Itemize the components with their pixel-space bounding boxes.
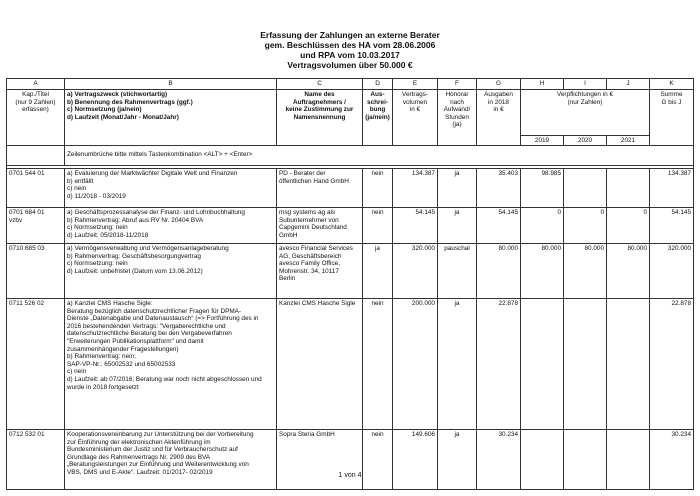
cell-honorar: pauschal [438, 244, 477, 299]
cell-desc: a) Vermögensverwaltung und Vermögensanlageberatung b) Rahmenvertrag: Geschäftsbesorgungvertrag c) Normsetzung: nein d) Laufzeit: unbefristet (Datum vom 13.06.2012) [65, 244, 277, 299]
header-ausschreibung: Aus- schrei- bung (ja/nein) [363, 90, 393, 146]
column-letter: J [607, 79, 650, 90]
header-year-2020: 2020 [564, 136, 607, 146]
column-letter: H [521, 79, 564, 90]
cell-summe: 54.145 [650, 208, 694, 244]
cell-2021 [607, 430, 650, 490]
header-ausgaben-2018: Ausgaben in 2018 in € [477, 90, 521, 146]
cell-kap: 0712 532 01 [7, 430, 65, 490]
cell-ausgaben: 30.234 [477, 430, 521, 490]
header-year-2019: 2019 [521, 136, 564, 146]
cell-honorar: ja [438, 169, 477, 208]
column-letter: K [650, 79, 694, 90]
cell-ausschreibung: nein [363, 208, 393, 244]
title-line-2: gem. Beschlüssen des HA vom 28.06.2006 [264, 40, 436, 50]
cell-2019: 98.985 [521, 169, 564, 208]
cell-kap: 0701 684 01 vzbv [7, 208, 65, 244]
cell-name: Kanzlei CMS Hasche Sigle [277, 299, 363, 430]
page-number: 1 von 4 [338, 472, 362, 479]
cell-ausschreibung: ja [363, 244, 393, 299]
note-row [7, 146, 694, 166]
cell-name: msg systems ag als Subunternehmer von Capgemini Deutschland GmbH [277, 208, 363, 244]
table-row [7, 208, 694, 244]
cell-summe: 134.387 [650, 169, 694, 208]
column-letter: I [564, 79, 607, 90]
cell-2021 [607, 169, 650, 208]
header-kap-titel: Kap./Titel (nur 9 Zahlen) erfassen) [7, 90, 65, 146]
cell-volumen: 149.606 [393, 430, 438, 490]
cell-summe: 22.878 [650, 299, 694, 430]
column-letter: F [438, 79, 477, 90]
cell-2020 [564, 169, 607, 208]
cell-2020 [564, 430, 607, 490]
cell-ausgaben: 54.145 [477, 208, 521, 244]
cell-name: PD - Berater der öffentlichen Hand GmbH [277, 169, 363, 208]
cell-ausgaben: 35.403 [477, 169, 521, 208]
cell-2019 [521, 299, 564, 430]
column-letter: A [7, 79, 65, 90]
column-letter: B [65, 79, 277, 90]
cell-volumen: 200.000 [393, 299, 438, 430]
cell-kap: 0701 544 01 [7, 169, 65, 208]
table-row [7, 169, 694, 208]
cell-2019: 0 [521, 208, 564, 244]
column-letters-row [7, 79, 694, 90]
cell-honorar: ja [438, 299, 477, 430]
table-row [7, 244, 694, 299]
cell-summe: 30.234 [650, 430, 694, 490]
header-verpflichtungen: Verpflichtungen in € (nur Zahlen) [521, 90, 650, 136]
header-vertragszweck: a) Vertragszweck (stichwortartig) b) Benennung des Rahmenvertrags (ggf.) c) Normsetzung (ja/nein) d) Laufzeit (Monat/Jahr - Monat/Jahr) [65, 90, 277, 146]
cell-2020 [564, 299, 607, 430]
cell-ausgaben: 22.878 [477, 299, 521, 430]
cell-ausschreibung: nein [363, 430, 393, 490]
cell-volumen: 54.145 [393, 208, 438, 244]
cell-kap: 0710 685 03 [7, 244, 65, 299]
cell-volumen: 134.387 [393, 169, 438, 208]
line-break-note: Zeilenumbrüche bitte mittels Tastenkombination <ALT> + <Enter> [65, 146, 694, 166]
cell-2020: 80.000 [564, 244, 607, 299]
table-row [7, 430, 694, 490]
title-line-3: und RPA vom 10.03.2017 [300, 50, 400, 60]
cell-kap: 0711 526 02 [7, 299, 65, 430]
cell-2021: 0 [607, 208, 650, 244]
cell-2021 [607, 299, 650, 430]
cell-2020: 0 [564, 208, 607, 244]
header-auftragnehmer: Name des Auftragnehmers / keine Zustimmung zur Namensnennung [277, 90, 363, 146]
document-title [160, 30, 540, 70]
header-year-2021: 2021 [607, 136, 650, 146]
cell-desc: a) Kanzlei CMS Hasche Sigle: Beratung bezüglich datenschutzrechtlicher Fragen für DPMA- Dienste „Datenabgabe und Datenaustausch“ (=> Fortführung des in 2016 bestehendenden Vertrags: "Vergaberechtliche und datenschutzrechtliche Beratung bei den Vergabeverfahren "Erweiterungen Publikationsplattform" und damit zusammenhängender Fragestellungen) b) Rahmenvertrag: nein; SAP-VP-Nr.: 65002532 und 65002533 c) nein d) Laufzeit: ab 07/2016; Beratung war noch nicht abgeschlossen und wurde in 2018 fortgesetzt [65, 299, 277, 430]
cell-ausschreibung: nein [363, 169, 393, 208]
column-letter: D [363, 79, 393, 90]
cell-desc: a) Evaluierung der Marktwächter Digitale Welt und Finanzen b) entfällt c) nein d) 11/2018 - 03/2019 [65, 169, 277, 208]
header-honorar: Honorar nach Aufwand/ Stunden (ja) [438, 90, 477, 146]
cell-name: avesco Financial Services AG, Geschäftsbereich avesco Family Office, Mohrenstr. 34, 10117 Berlin [277, 244, 363, 299]
column-letter: G [477, 79, 521, 90]
cell-name: Sopra Steria GmbH [277, 430, 363, 490]
cell-honorar: ja [438, 208, 477, 244]
payments-table [6, 78, 694, 490]
table-row [7, 299, 694, 430]
cell-2019: 80.000 [521, 244, 564, 299]
cell-desc: a) Geschäftsprozessanalyse der Finanz- und Lohnbuchhaltung b) Rahmenvertrag: Abruf aus RV Nr. 20404 BVA c) Normsetzung: nein d) Laufzeit: 05/2018-11/2018 [65, 208, 277, 244]
cell-ausgaben: 80.000 [477, 244, 521, 299]
cell-ausschreibung: nein [363, 299, 393, 430]
column-letter: C [277, 79, 363, 90]
title-line-1: Erfassung der Zahlungen an externe Berater [260, 30, 440, 40]
cell-honorar: ja [438, 430, 477, 490]
cell-summe: 320.000 [650, 244, 694, 299]
cell-2019 [521, 430, 564, 490]
header-row [7, 90, 694, 136]
header-summe: Summe G bis J [650, 90, 694, 146]
cell-desc: Kooperationsvereinbarung zur Unterstützung bei der Vorbereitung zur Einführung der elektronischen Aktenführung im Bundesministerium der Justiz und für Verbraucherschutz auf Grundlage des Rahmenvertrags Nr. 2909 des BVA „Beratungsleistungen zur Einführung und Weiterentwicklung von VBS, DMS und E-Akte“. Laufzeit: 01/2017- 02/2019 [65, 430, 277, 490]
header-vertragsvolumen: Vertrags- volumen in € [393, 90, 438, 146]
title-line-4: Vertragsvolumen über 50.000 € [287, 60, 413, 70]
cell-2021: 80.000 [607, 244, 650, 299]
column-letter: E [393, 79, 438, 90]
cell-volumen: 320.000 [393, 244, 438, 299]
